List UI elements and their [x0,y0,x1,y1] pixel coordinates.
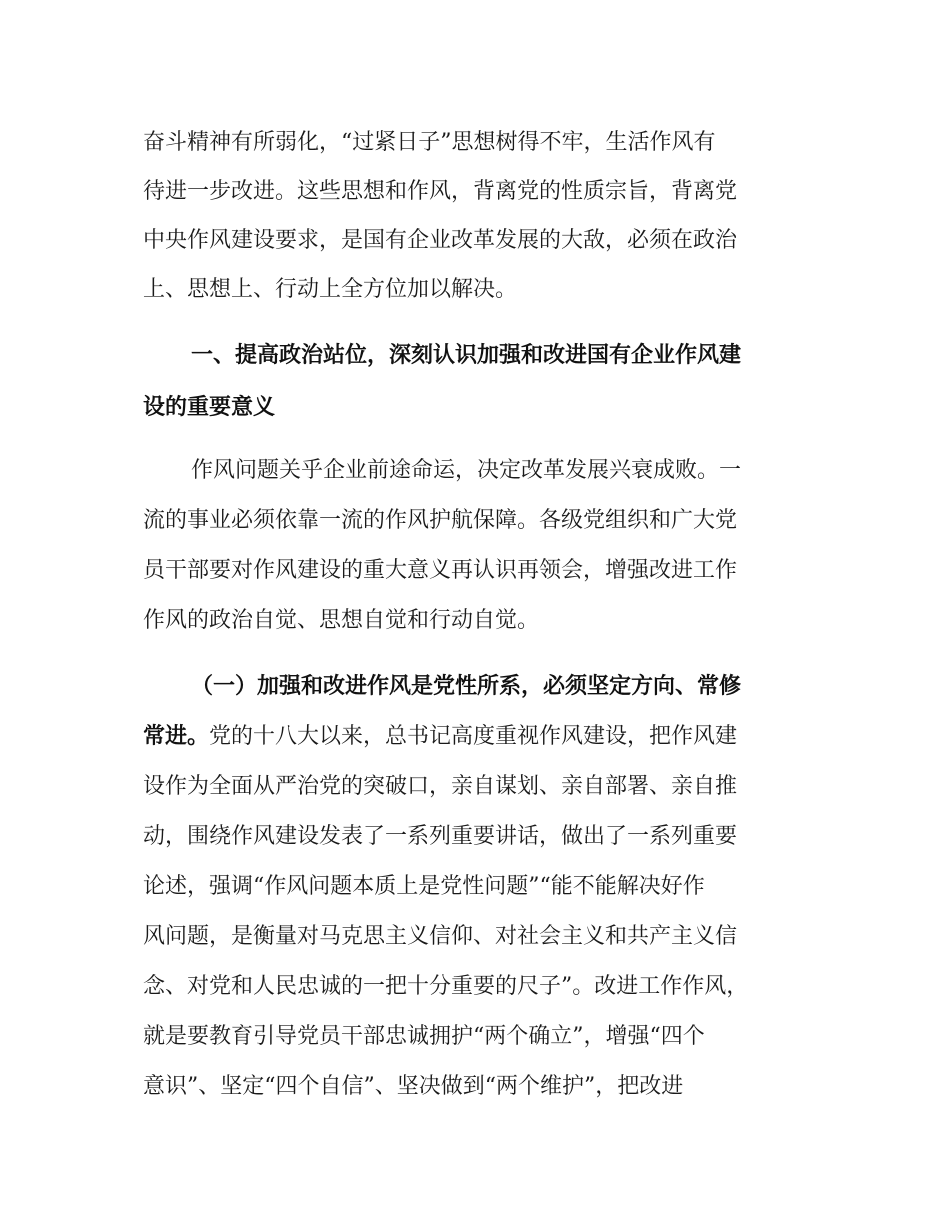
paragraph-2-line-3: 员干部要对作风建设的重大意义再认识再领会，增强改进工作 [143,558,738,583]
paragraph-3-line-7: 念、对党和人民忠诚的一把十分重要的尺子”。改进工作作风， [143,974,749,999]
subsection-heading-line-1: （一）加强和改进作风是党性所系，必须坚定方向、常修 [191,674,742,699]
paragraph-3-line-4: 动，围绕作风建设发表了一系列重要讲话，做出了一系列重要 [143,824,738,849]
paragraph-3-line-6: 风问题，是衡量对马克思主义信仰、对社会主义和共产主义信 [143,924,738,949]
paragraph-3-line-9: 意识”、坚定“四个自信”、坚决做到“两个维护”，把改进 [143,1074,684,1099]
paragraph-3-line-8: 就是要教育引导党员干部忠诚拥护“两个确立”，增强“四个 [143,1024,705,1049]
paragraph-1-line-3: 中央作风建设要求，是国有企业改革发展的大敌，必须在政治 [143,228,738,253]
section-heading-line-1: 一、提高政治站位，深刻认识加强和改进国有企业作风建 [191,343,742,368]
paragraph-3-line-2-text: 党的十八大以来，总书记高度重视作风建设，把作风建 [209,724,738,749]
paragraph-2-line-1: 作风问题关乎企业前途命运，决定改革发展兴衰成败。一 [191,458,742,483]
paragraph-1-line-4: 上、思想上、行动上全方位加以解决。 [143,277,518,302]
paragraph-2-line-2: 流的事业必须依靠一流的作风护航保障。各级党组织和广大党 [143,508,738,533]
section-heading-line-2: 设的重要意义 [143,395,276,420]
paragraph-2-line-4: 作风的政治自觉、思想自觉和行动自觉。 [143,608,540,633]
paragraph-3-line-2 [143,721,737,753]
paragraph-1-line-2: 待进一步改进。这些思想和作风，背离党的性质宗旨，背离党 [143,179,738,204]
paragraph-3-line-3: 设作为全面从严治党的突破口，亲自谋划、亲自部署、亲自推 [143,774,738,799]
paragraph-3-line-5: 论述，强调“作风问题本质上是党性问题”“能不能解决好作 [143,874,705,899]
subsection-heading-end: 常进。 [143,724,210,749]
paragraph-1-line-1: 奋斗精神有所弱化，“过紧日子”思想树得不牢，生活作风有 [143,130,716,155]
